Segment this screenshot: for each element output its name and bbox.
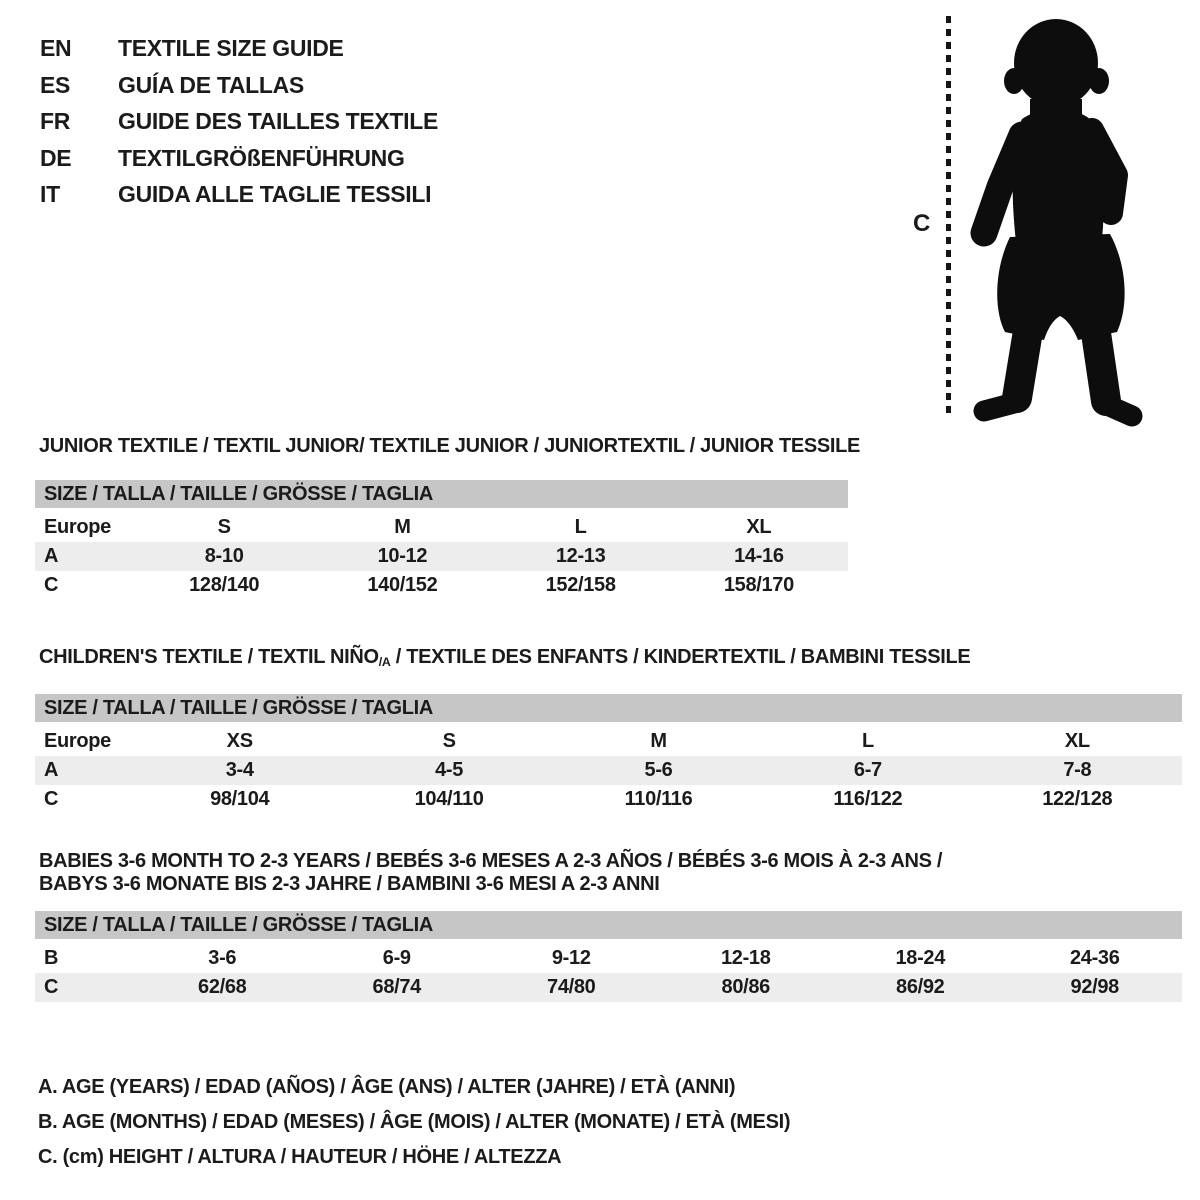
size-value: 10-12	[377, 545, 428, 567]
section-childrens-textile	[35, 646, 1182, 814]
size-value: 6-7	[853, 759, 882, 782]
size-value: M	[394, 516, 411, 538]
table-row	[35, 756, 1182, 785]
table-row	[35, 542, 848, 571]
size-value: XS	[226, 730, 253, 753]
height-measure-label: C	[913, 210, 931, 237]
size-value: 116/122	[833, 788, 903, 811]
size-value: 6-9	[382, 947, 411, 969]
size-value: L	[574, 516, 587, 538]
language-code: ES	[40, 71, 71, 98]
language-code: EN	[40, 35, 72, 61]
size-value: 9-12	[551, 947, 591, 969]
size-value: 3-6	[208, 947, 237, 969]
language-title: TEXTILE SIZE GUIDE	[118, 35, 344, 61]
size-value: 98/104	[210, 788, 270, 811]
size-value: 12-18	[720, 947, 771, 969]
height-measure-dashed-line	[946, 16, 951, 416]
size-value: 7-8	[1063, 759, 1092, 782]
section-junior-textile	[35, 435, 861, 600]
size-header-bar: SIZE / TALLA / TAILLE / GRÖSSE / TAGLIA	[35, 480, 848, 508]
row-label: C	[44, 976, 59, 998]
section-title-line: BABIES 3-6 MONTH TO 2-3 YEARS / BEBÉS 3-6 MESES A 2-3 AÑOS / BÉBÉS 3-6 MOIS À 2-3 ANS /	[39, 850, 943, 872]
language-code: IT	[40, 181, 60, 207]
size-value: 4-5	[435, 759, 464, 782]
footer-notes	[38, 1070, 790, 1175]
size-value: 8-10	[204, 545, 244, 567]
size-value: 5-6	[644, 759, 673, 782]
size-value: S	[217, 516, 231, 538]
row-label: C	[44, 574, 59, 596]
height-measure-figure	[0, 0, 1200, 430]
size-value: 128/140	[189, 574, 260, 596]
size-header-bar: SIZE / TALLA / TAILLE / GRÖSSE / TAGLIA	[35, 911, 1182, 939]
language-title: GUÍA DE TALLAS	[118, 71, 304, 98]
language-title: GUIDE DES TAILLES TEXTILE	[118, 108, 438, 134]
row-label: Europe	[44, 730, 111, 753]
row-label: A	[44, 759, 59, 782]
size-value: 104/110	[414, 788, 484, 811]
row-label: A	[44, 545, 59, 567]
table-row	[35, 513, 848, 542]
section-title-line: BABYS 3-6 MONATE BIS 2-3 JAHRE / BAMBINI 3-6 MESI A 2-3 ANNI	[39, 873, 660, 895]
size-value: 92/98	[1070, 976, 1119, 998]
row-label: B	[44, 947, 59, 969]
language-title: GUIDA ALLE TAGLIE TESSILI	[118, 181, 432, 207]
section-babies-textile	[35, 850, 1182, 1002]
language-code: DE	[40, 144, 72, 171]
section-title-part: CHILDREN'S TEXTILE / TEXTIL NIÑO	[39, 646, 379, 668]
size-header-bar: SIZE / TALLA / TAILLE / GRÖSSE / TAGLIA	[35, 694, 1182, 722]
size-value: 74/80	[547, 976, 596, 998]
size-value: 86/92	[896, 976, 945, 998]
size-value: XL	[1064, 730, 1090, 753]
table-row	[35, 571, 848, 600]
size-value: 110/116	[624, 788, 693, 811]
size-value: 152/158	[545, 574, 616, 596]
section-title-subscript: /A	[378, 655, 391, 670]
size-value: 158/170	[723, 574, 794, 596]
size-value: 140/152	[367, 574, 438, 596]
note-line: C. (cm) HEIGHT / ALTURA / HAUTEUR / HÖHE / ALTEZZA	[38, 1146, 562, 1168]
language-code: FR	[40, 108, 71, 134]
note-line: B. AGE (MONTHS) / EDAD (MESES) / ÂGE (MOIS) / ALTER (MONATE) / ETÀ (MESI)	[38, 1111, 791, 1133]
size-value: 3-4	[225, 759, 254, 782]
size-value: 68/74	[372, 976, 421, 998]
row-label: Europe	[44, 516, 111, 538]
size-value: 14-16	[734, 545, 784, 567]
size-value: 62/68	[198, 976, 247, 998]
table-row	[35, 727, 1182, 756]
table-row	[35, 973, 1182, 1002]
section-title-part: / TEXTILE DES ENFANTS / KINDERTEXTIL / BAMBINI TESSILE	[390, 646, 971, 668]
size-value: 122/128	[1042, 788, 1113, 811]
size-value: XL	[746, 516, 772, 538]
size-value: 18-24	[895, 947, 946, 969]
table-row	[35, 785, 1182, 814]
size-value: 24-36	[1069, 947, 1120, 969]
row-label: C	[44, 788, 59, 811]
size-value: M	[650, 730, 667, 753]
section-title	[35, 850, 1182, 896]
size-value: 80/86	[721, 976, 770, 998]
size-value: 12-13	[555, 545, 606, 567]
toddler-silhouette-icon	[960, 13, 1155, 428]
size-value: S	[442, 730, 456, 753]
section-title: JUNIOR TEXTILE / TEXTIL JUNIOR/ TEXTILE JUNIOR / JUNIORTEXTIL / JUNIOR TESSILE	[39, 435, 861, 457]
table-row	[35, 944, 1182, 973]
size-value: L	[861, 730, 874, 753]
note-line: A. AGE (YEARS) / EDAD (AÑOS) / ÂGE (ANS) / ALTER (JAHRE) / ETÀ (ANNI)	[38, 1076, 736, 1098]
section-title	[35, 646, 1182, 674]
language-title: TEXTILGRÖßENFÜHRUNG	[118, 144, 405, 171]
